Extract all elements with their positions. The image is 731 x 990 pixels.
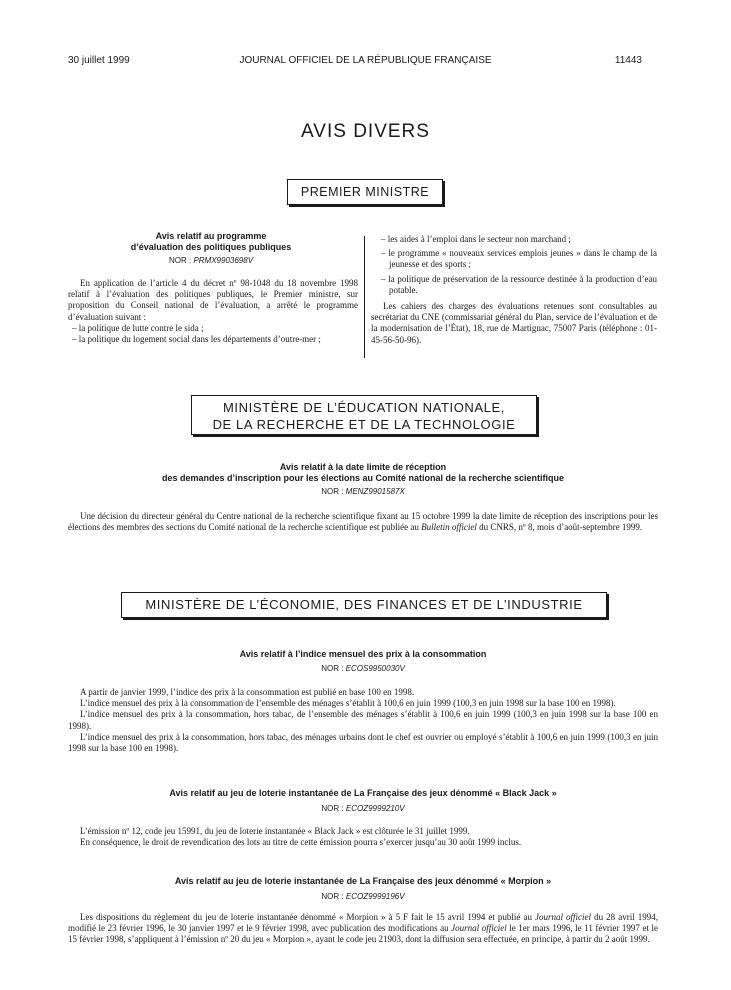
nor-reference [68, 804, 658, 813]
morpion-paragraph-block [68, 912, 658, 946]
indice-paragraph: A partir de janvier 1999, l’indice des prix à la consommation est publié en base 100 en 1998. [80, 687, 415, 697]
indice-paragraph: L’indice mensuel des prix à la consommation, hors tabac, des ménages urbains dont le chef est ouvrier ou employé s’établit à 100,6 en juin 1999 (100,3 en juin 1998 sur la base 100 en 1998). [68, 731, 658, 754]
elections-paragraph-block [68, 511, 658, 533]
section-heading-education [191, 395, 537, 435]
right-list-item: – la politique de préservation de la ressource destinée à la production d’eau potable. [381, 273, 657, 295]
section-heading-line-2: DE LA RECHERCHE ET DE LA TECHNOLOGIE [212, 417, 516, 432]
right-column [371, 234, 657, 346]
nor-code: ECOZ9999210V [345, 804, 405, 813]
notice-title: Avis relatif au jeu de loterie instantanée de La Française des jeux dénommé « Black Jack » [169, 788, 557, 798]
indice-paragraph: L’indice mensuel des prix à la consommation de l’ensemble des ménages s’établit à 100,6 en juin 1999 (100,3 en juin 1998 sur la base 100 en 1998). [80, 698, 616, 709]
black-jack-paragraphs [68, 826, 658, 848]
nor-reference [68, 487, 658, 496]
left-list-item: – la politique de lutte contre le sida ; [72, 322, 204, 333]
page-title: AVIS DIVERS [301, 121, 430, 142]
notice-title-morpion [68, 876, 658, 901]
nor-label: NOR : [321, 487, 344, 496]
section-heading-premier-ministre: PREMIER MINISTRE [287, 179, 443, 205]
nor-reference [68, 256, 354, 265]
notice-title: Avis relatif à l’indice mensuel des prix à la consommation [239, 649, 487, 659]
header-date: 30 juillet 1999 [68, 55, 130, 66]
right-list-item: – le programme « nouveaux services emplois jeunes » dans le champ de la jeunesse et des sports ; [381, 248, 657, 270]
right-list-item: – les aides à l’emploi dans le secteur non marchand ; [381, 234, 571, 244]
notice-title-programme [68, 231, 354, 265]
header-page-number: 11443 [614, 55, 642, 66]
notice-title-indice [68, 649, 658, 673]
nor-label: NOR : [321, 892, 344, 901]
nor-code: ECOS9950030V [345, 664, 405, 673]
nor-reference [68, 664, 658, 673]
nor-code: PRMX9903698V [193, 256, 254, 265]
nor-label: NOR : [168, 256, 192, 265]
left-list-item: – la politique du logement social dans les départements d’outre-mer ; [72, 334, 321, 345]
left-paragraph: En application de l’article 4 du décret nº 98-1048 du 18 novembre 1998 relatif à l’évaluation des politiques publiques, le Premier ministre, sur proposition du Conseil national de l’évaluation, a arrêté le programme d’évaluation suivant : [68, 278, 358, 322]
notice-title: Avis relatif au jeu de loterie instantanée de La Française des jeux dénommé « Morpion » [174, 876, 552, 886]
indice-paragraph: L’indice mensuel des prix à la consommation, hors tabac, de l’ensemble des ménages s’établit à 100,6 en juin 1999 (100,3 en juin 1998 sur la base 100 en 1998). [68, 709, 658, 731]
notice-title-line-2: des demandes d’inscription pour les élections au Comité national de la recherche scientifique [161, 473, 565, 483]
nor-reference [68, 892, 658, 901]
notice-title-line-1: Avis relatif au programme [155, 231, 267, 241]
indice-paragraphs [68, 687, 658, 754]
black-jack-paragraph: En conséquence, le droit de revendication des lots au titre de cette émission pourra s’exercer jusqu’au 30 août 1999 inclus. [80, 837, 522, 848]
elections-paragraph: Une décision du directeur général du Centre national de la recherche scientifique fixant au 15 octobre 1999 la date limite de réception des inscriptions pour les élections des membres des sections du Comité national de la recherche scientifique est publiée au Bulletin officiel du CNRS, nº 8, mois d’août-septembre 1999. [68, 511, 658, 533]
notice-title-line-2: d’évaluation des politiques publiques [130, 242, 292, 252]
section-heading-line-1: MINISTÈRE DE L’ÉDUCATION NATIONALE, [222, 400, 505, 415]
notice-title-black-jack [68, 788, 658, 813]
nor-label: NOR : [321, 664, 344, 673]
nor-code: MENZ9901587X [345, 487, 405, 496]
nor-label: NOR : [321, 804, 344, 813]
column-divider [364, 236, 365, 358]
left-column [68, 278, 358, 345]
right-paragraph: Les cahiers des charges des évaluations retenues sont consultables au secrétariat du CNE (commissariat général du Plan, service de l’évaluation et de la modernisation de l’État), 18, rue de Martignac, 75007 Paris (téléphone : 01-45-56-50-96). [371, 301, 657, 345]
notice-title-elections [68, 462, 658, 496]
section-heading-economie: MINISTÈRE DE L’ÉCONOMIE, DES FINANCES ET DE L’INDUSTRIE [121, 592, 607, 618]
notice-title-line-1: Avis relatif à la date limite de réception [279, 462, 447, 472]
black-jack-paragraph: L’émission nº 12, code jeu 15991, du jeu de loterie instantanée « Black Jack » est clôturée le 31 juillet 1999. [80, 826, 470, 836]
nor-code: ECOZ9999196V [345, 892, 405, 901]
header-journal-title: JOURNAL OFFICIEL DE LA RÉPUBLIQUE FRANÇAISE [239, 55, 492, 66]
morpion-paragraph: Les dispositions du règlement du jeu de loterie instantanée dénommé « Morpion » à 5 F fait le 15 avril 1994 et publié au Journal officiel du 28 avril 1994, modifié le 23 février 1996, le 30 janvier 1997 et le 9 février 1998, avec publication des modifications au Journal officiel le 1er mars 1996, le 11 février 1997 et le 15 février 1998, s’appliquent à l’émission nº 20 du jeu « Morpion », ayant le code jeu 21903, dont la diffusion sera effectuée, en principe, à partir du 2 août 1999. [68, 912, 658, 945]
